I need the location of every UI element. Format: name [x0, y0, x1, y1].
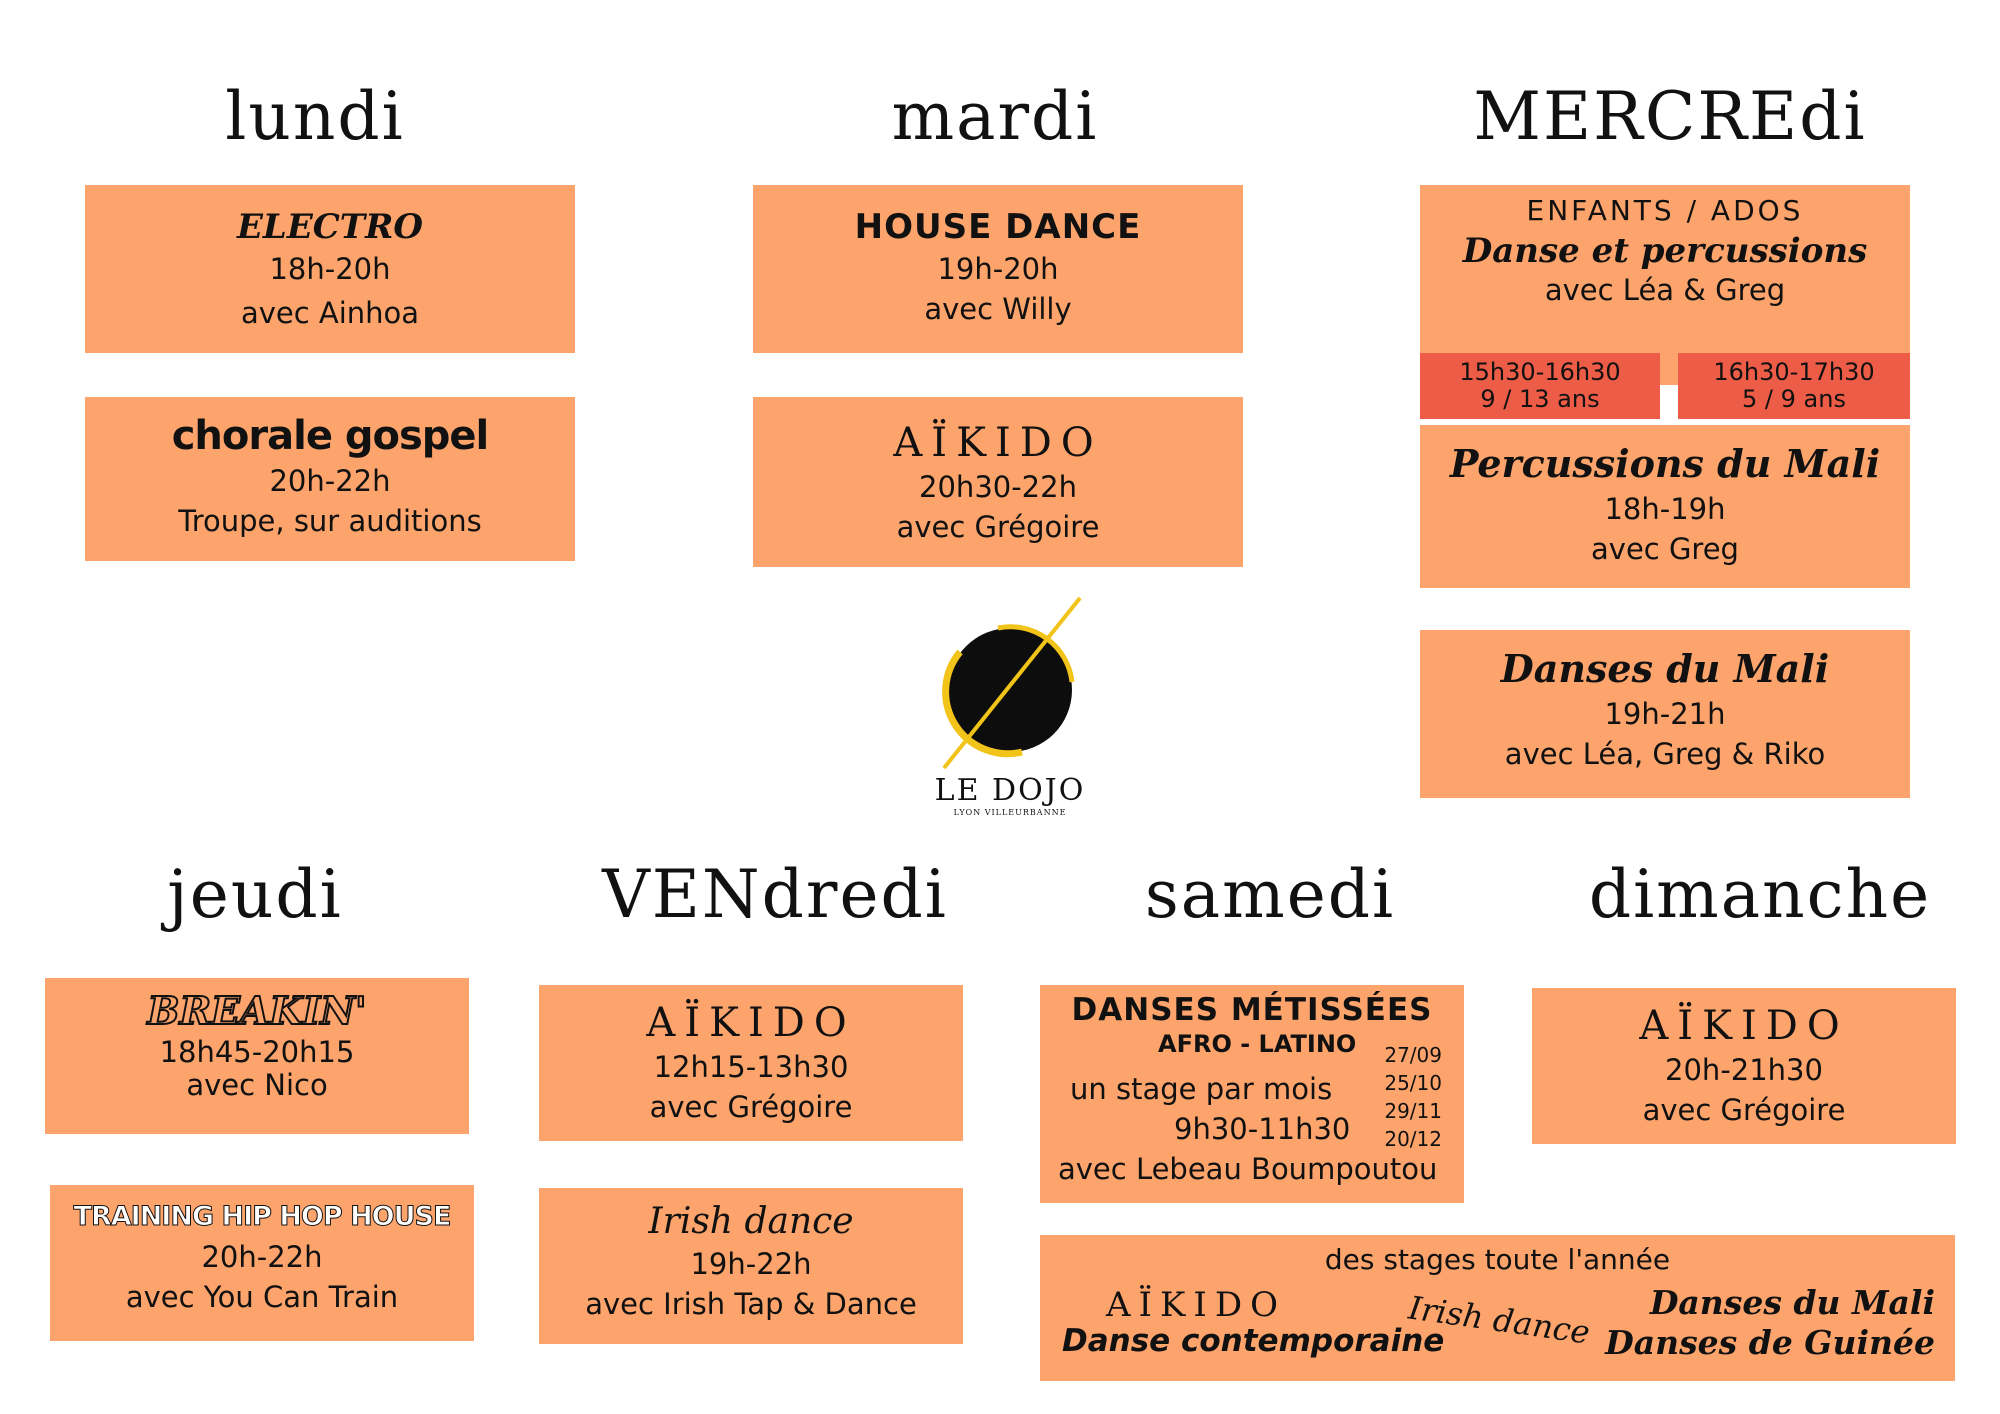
class-card-irish-dance — [539, 1188, 963, 1344]
class-teacher: avec Irish Tap & Dance — [585, 1287, 917, 1321]
class-card-enfants-ados — [1420, 185, 1910, 413]
class-frequency: un stage par mois — [1070, 1072, 1333, 1106]
class-teacher: avec Léa, Greg & Riko — [1504, 737, 1826, 771]
class-title: AÏKIDO — [893, 420, 1103, 466]
day-heading-dimanche: dimanche — [1588, 856, 1932, 933]
class-title: chorale gospel — [171, 413, 489, 459]
class-card-danses-metissees — [1040, 985, 1464, 1203]
stages-heading: des stages toute l'année — [1324, 1243, 1671, 1276]
class-card-breakin — [45, 978, 469, 1134]
stage-danses-guinee: Danses de Guinée — [1605, 1323, 1935, 1362]
class-title: HOUSE DANCE — [854, 207, 1142, 247]
class-card-training-hip-hop — [50, 1185, 474, 1341]
class-teacher: avec Grégoire — [1642, 1093, 1846, 1127]
stage-date: 25/10 — [1384, 1071, 1442, 1095]
day-heading-vendredi: VENdredi — [602, 856, 948, 933]
class-card-gospel — [85, 397, 575, 561]
class-title: AÏKIDO — [646, 1000, 856, 1046]
stage-irish-dance: Irish dance — [1406, 1288, 1593, 1352]
stage-date: 29/11 — [1384, 1099, 1442, 1123]
class-time: 18h-20h — [269, 252, 391, 286]
day-heading-mercredi: MERCREdi — [1473, 78, 1867, 155]
time-slot-1 — [1420, 353, 1660, 419]
time-slot-2 — [1678, 353, 1910, 419]
class-teacher: avec Ainhoa — [240, 296, 420, 330]
class-card-aikido-vendredi — [539, 985, 963, 1141]
class-time: 20h-22h — [201, 1240, 323, 1274]
class-title: Danses du Mali — [1500, 646, 1830, 691]
day-heading-mardi: mardi — [891, 78, 1099, 155]
slot-age: 5 / 9 ans — [1742, 385, 1846, 413]
class-teacher: avec Greg — [1591, 532, 1739, 566]
dojo-emblem-icon — [930, 590, 1090, 770]
class-teacher: avec Willy — [924, 292, 1072, 326]
class-title: DANSES MÉTISSÉES — [1071, 992, 1433, 1028]
slot-time: 16h30-17h30 — [1713, 358, 1875, 386]
day-heading-samedi: samedi — [1144, 856, 1396, 933]
class-teacher: avec Léa & Greg — [1544, 273, 1786, 307]
class-time: 18h-19h — [1604, 492, 1726, 526]
stage-danse-contemporaine: Danse contemporaine — [1062, 1323, 1445, 1359]
class-teacher: avec Grégoire — [649, 1090, 853, 1124]
slot-time: 15h30-16h30 — [1459, 358, 1621, 386]
class-time: 9h30-11h30 — [1174, 1112, 1351, 1146]
class-time: 20h-22h — [269, 464, 391, 498]
class-time: 18h45-20h15 — [159, 1035, 355, 1069]
stage-aikido: AÏKIDO — [1106, 1285, 1286, 1325]
class-card-house-dance — [753, 185, 1243, 353]
class-subtitle: AFRO - LATINO — [1158, 1030, 1357, 1058]
class-time: 19h-22h — [690, 1247, 812, 1281]
class-title: BREAKIN' — [147, 988, 367, 1033]
class-kicker: ENFANTS / ADOS — [1526, 194, 1804, 227]
logo-name: LE DOJO — [934, 773, 1086, 808]
class-teacher: Troupe, sur auditions — [178, 504, 482, 538]
stage-date: 20/12 — [1384, 1127, 1442, 1151]
slot-age: 9 / 13 ans — [1480, 385, 1600, 413]
stage-date: 27/09 — [1384, 1043, 1442, 1067]
stage-dates — [1384, 1041, 1442, 1153]
class-teacher: avec Lebeau Boumpoutou — [1058, 1152, 1438, 1186]
class-card-electro — [85, 185, 575, 353]
stages-all-year-card — [1040, 1235, 1955, 1381]
class-card-aikido-mardi — [753, 397, 1243, 567]
class-title: Percussions du Mali — [1449, 441, 1881, 486]
class-teacher: avec You Can Train — [125, 1280, 399, 1314]
class-time: 12h15-13h30 — [653, 1050, 849, 1084]
logo-subtitle: LYON VILLEURBANNE — [953, 808, 1067, 817]
class-title: AÏKIDO — [1639, 1003, 1849, 1049]
le-dojo-logo — [930, 590, 1090, 830]
class-teacher: avec Nico — [186, 1068, 328, 1102]
class-title: Irish dance — [648, 1201, 854, 1242]
class-title: Danse et percussions — [1462, 231, 1868, 271]
class-time: 19h-20h — [937, 252, 1059, 286]
class-time: 20h-21h30 — [1665, 1053, 1823, 1087]
class-card-aikido-dimanche — [1532, 988, 1956, 1144]
class-time: 20h30-22h — [919, 470, 1077, 504]
class-card-percussions-mali — [1420, 425, 1910, 588]
class-title: ELECTRO — [237, 207, 423, 247]
stage-danses-mali: Danses du Mali — [1649, 1283, 1935, 1322]
class-time: 19h-21h — [1604, 697, 1726, 731]
class-title: TRAINING HIP HOP HOUSE — [73, 1201, 451, 1232]
class-card-danses-mali — [1420, 630, 1910, 798]
day-heading-jeudi: jeudi — [167, 856, 343, 933]
day-heading-lundi: lundi — [225, 78, 405, 155]
class-teacher: avec Grégoire — [896, 510, 1100, 544]
